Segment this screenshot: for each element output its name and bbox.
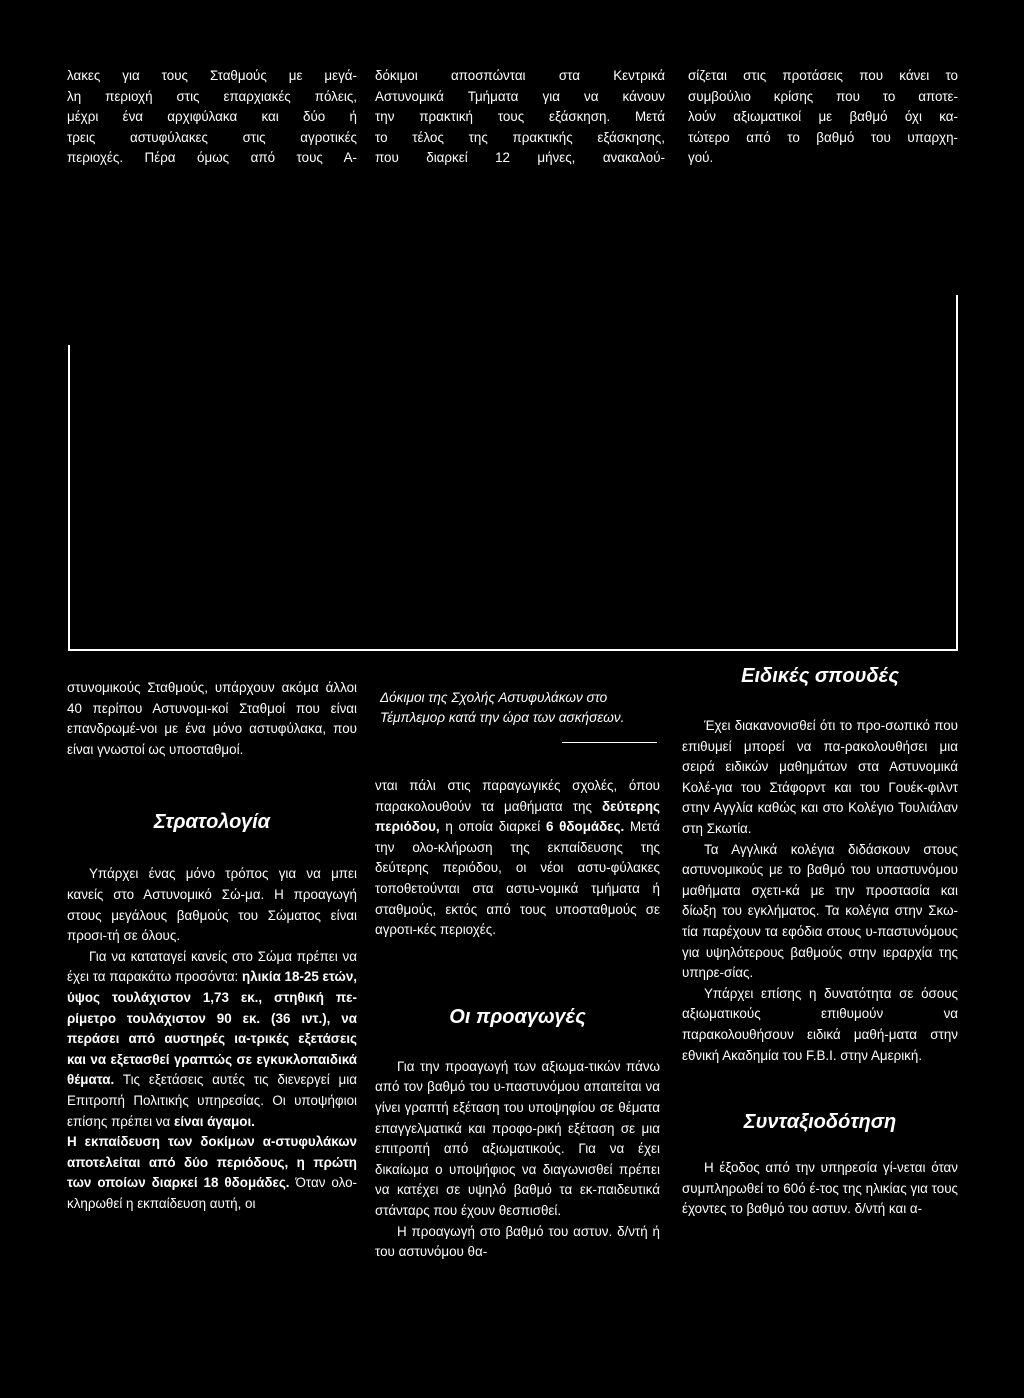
paragraph: Τα Αγγλικά κολέγια διδάσκουν στους αστυνομικούς με το βαθμό του υπαστυνόμου μαθήματα σχετι-κά με την προστασία και δίωξη του εγκλήματος. Τα κολέγια στην Σκω-τία παρέχουν τα εφόδια στους υ-παστυνόμους για υψηλότερους βαθμούς στην ιεραρχία της υπηρε-σίας. bbox=[682, 841, 958, 981]
text-line: τρεις αστυφύλακες στις αγροτικές bbox=[67, 129, 357, 145]
column-1 bbox=[67, 678, 357, 1214]
paragraph: Για την προαγωγή των αξιωμα-τικών πάνω από τον βαθμό του υ-παστυνόμου απαιτείται να γίνει γραπτή εξέταση του υποψηφίου σε θέματα επαγγελματικά και προφο-ρική εξέταση σε μια επιτροπή από αξιωματικούς. Για να έχει δικαίωμα ο υποψήφιος να διαγωνισθεί πρέπει να κατέχει σε υψηλό βαθμό τα εκ-παιδευτικά στάνταρς που έχουν θεσπισθεί. bbox=[375, 1058, 660, 1218]
paragraph: Υπάρχει επίσης η δυνατότητα σε όσους αξιωματικούς επιθυμούν να παρακολουθήσουν ειδικά μαθή-ματα στην εθνική Ακαδημία του F.B.I. στην Αμερική. bbox=[682, 985, 958, 1063]
section-heading-retirement: Συνταξιοδότηση bbox=[743, 1111, 897, 1134]
caption-rule bbox=[562, 742, 657, 743]
bold-text: είναι άγαμοι. bbox=[173, 1113, 255, 1129]
text-span: η οποία διαρκεί bbox=[439, 819, 546, 835]
section-heading-special-studies: Ειδικές σπουδές bbox=[741, 665, 899, 687]
text-line: γού. bbox=[688, 150, 714, 166]
bold-text: ηλικία 18-25 ετών, ύψος τουλάχιστον 1,73 εκ., στηθική πε-ρίμετρο τουλάχιστον 90 εκ. (36 ιντ.), να περάσει από αυστηρές ια-τρικές εξετάσεις και να εξετασθεί γραπτώς σε εγκυκλοπαιδικά θέματα. bbox=[67, 969, 357, 1088]
bold-text: 6 θδομάδες. bbox=[545, 819, 625, 835]
column-2-body bbox=[375, 776, 660, 1263]
top-column-1 bbox=[67, 66, 357, 169]
bold-text: δεύτερης περιόδου, bbox=[375, 798, 660, 835]
section-heading-promotions: Οι προαγωγές bbox=[449, 1005, 586, 1028]
paragraph-qualifications bbox=[67, 947, 357, 1132]
text-span: Τις εξετάσεις αυτές τις διενεργεί μια Επιτροπή Πολιτικής υπηρεσίας. Οι υποψήφιοι επίσης πρέπει να bbox=[67, 1072, 357, 1129]
column-2 bbox=[380, 688, 660, 727]
text-line: που διαρκεί 12 μήνες, ανακαλού- bbox=[375, 150, 665, 166]
text-line: την πρακτική τους εξάσκηση. Μετά bbox=[375, 109, 665, 125]
text-line: λη περιοχή στις επαρχιακές πόλεις, bbox=[67, 88, 357, 104]
paragraph-training bbox=[67, 1132, 357, 1214]
text-span: νται πάλι στις παραγωγικές σχολές, όπου παρακολουθούν τα μαθήματα της bbox=[375, 778, 660, 814]
text-line: λακες για τους Σταθμούς με μεγά- bbox=[67, 68, 357, 83]
section-heading-recruitment: Στρατολογία bbox=[153, 811, 271, 834]
text-span: Μετά την ολο-κλήρωση της εκπαίδευσης της δεύτερης περιόδου, οι νέοι αστυ-φύλακες τοποθετούνται στα αστυ-νομικά τμήματα ή σταθμούς, εκτός από τους υποσταθμούς σε αγροτι-κές περιοχές. bbox=[375, 819, 660, 938]
frame-left-edge bbox=[68, 345, 70, 650]
bold-text: Η εκπαίδευση των δοκίμων α-στυφυλάκων αποτελείται από δύο περιόδους, η πρώτη των οποίων διαρκεί 18 θδομάδες. bbox=[67, 1134, 357, 1191]
text-line: συμβούλιο κρίσης που το αποτε- bbox=[688, 88, 958, 104]
text-line: Αστυνομικά Τμήματα για να κάνουν bbox=[375, 88, 665, 104]
paragraph-intro: στυνομικούς Σταθμούς, υπάρχουν ακόμα άλλοι 40 περίπου Αστυνομι-κοί Σταθμοί που είναι επανδρωμέ-νοι με ένα μόνο αστυφύλακα, που είναι γνωστοί ως υποσταθμοί. bbox=[67, 680, 357, 757]
photo-caption: Δόκιμοι της Σχολής Αστυφυλάκων στο Τέμπλεμορ κατά την ώρα των ασκήσεων. bbox=[380, 690, 625, 725]
text-line: τώτερο από το βαθμό του υπαρχη- bbox=[688, 129, 958, 145]
top-column-2 bbox=[375, 66, 665, 169]
paragraph: Η προαγωγή στο βαθμό του αστυν. δ/ντή ή του αστυνόμου θα- bbox=[375, 1223, 660, 1260]
text-line: δόκιμοι αποσπώνται στα Κεντρικά bbox=[375, 68, 665, 83]
text-span: Όταν ολο-κληρωθεί η εκπαίδευση αυτή, οι bbox=[67, 1175, 357, 1211]
frame-right-edge bbox=[956, 295, 958, 651]
text-line: περιοχές. Πέρα όμως από τους Α- bbox=[67, 150, 357, 166]
column-3 bbox=[682, 664, 958, 1220]
text-line: σίζεται στις προτάσεις που κάνει το bbox=[688, 68, 958, 83]
text-line: το τέλος της πρακτικής εξάσκησης, bbox=[375, 129, 665, 145]
paragraph: Η έξοδος από την υπηρεσία γί-νεται όταν συμπληρωθεί το 60ό έ-τος της ηλικίας για τους έχοντες το βαθμό του αστυν. δ/ντή και α- bbox=[682, 1160, 958, 1217]
text-line: μέχρι ένα αρχιφύλακα και δύο ή bbox=[67, 109, 357, 125]
text-line: λούν αξιωματικοί με βαθμό όχι κα- bbox=[688, 109, 958, 125]
frame-bottom-edge bbox=[68, 649, 958, 651]
text-span: Για να καταταγεί κανείς στο Σώμα πρέπει να έχει τα παρακάτω προσόντα: bbox=[67, 948, 357, 985]
paragraph: Υπάρχει ένας μόνο τρόπος για να μπει κανείς στο Αστυνομικό Σώ-μα. Η προαγωγή στους μεγάλους βαθμούς του Σώματος είναι προσι-τή σε όλους. bbox=[67, 866, 357, 944]
paragraph: Έχει διακανονισθεί ότι το προ-σωπικό που επιθυμεί μπορεί να πα-ρακολουθήσει μια σειρά ειδικών μαθημάτων στα Αστυνομικά Κολέ-για του Στάφορντ και του Γουέκ-φιλντ στην Αγγλία καθώς και στο Κολέγιο Τουλιάλαν στη Σκωτία. bbox=[682, 718, 958, 836]
top-column-3 bbox=[688, 66, 958, 169]
paragraph bbox=[375, 776, 660, 941]
